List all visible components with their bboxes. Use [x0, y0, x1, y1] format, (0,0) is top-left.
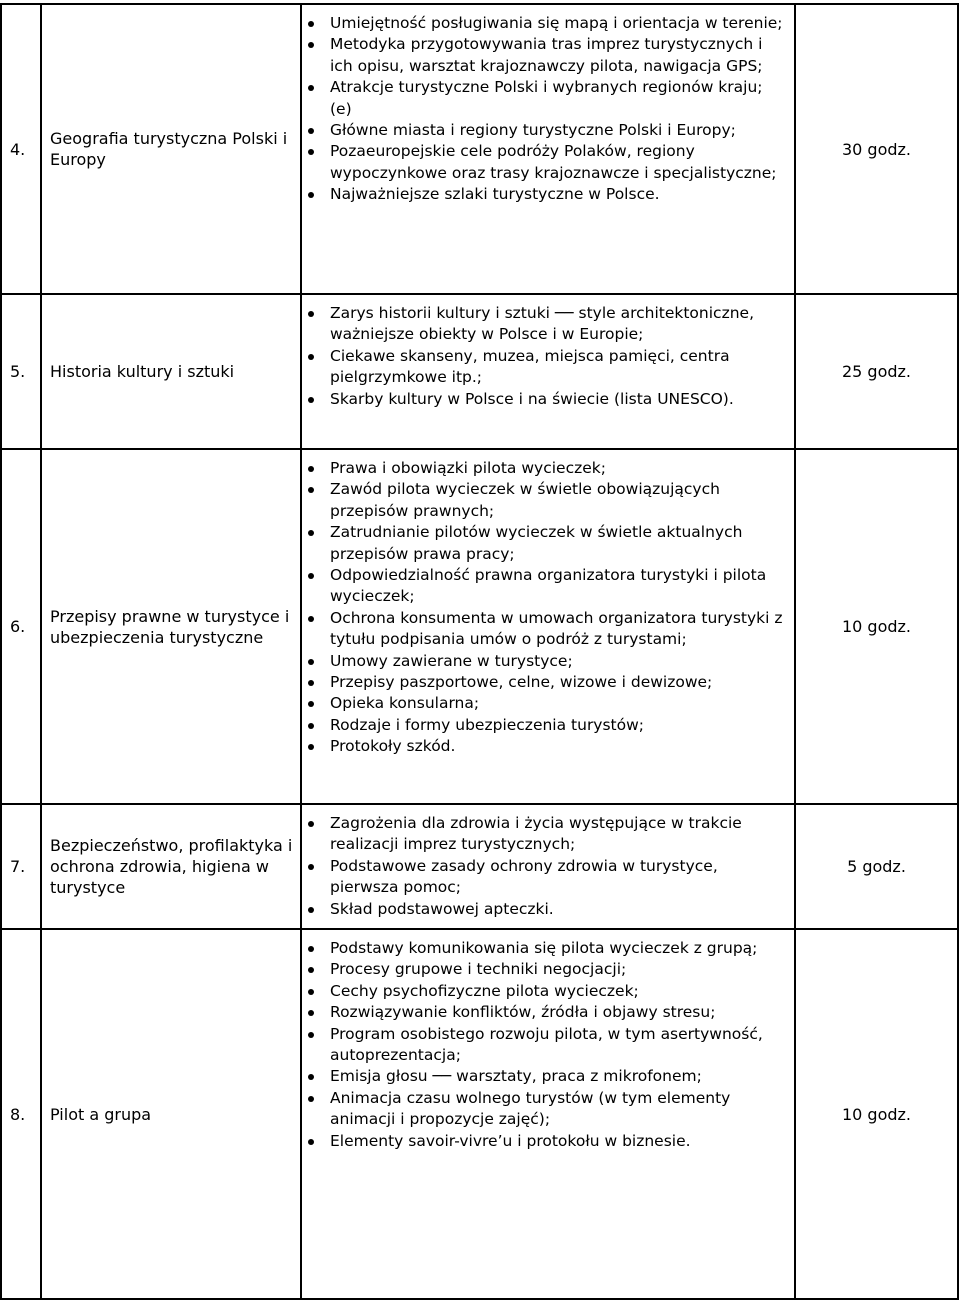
list-item: Główne miasta i regiony turystyczne Polski i Europy;	[330, 120, 788, 141]
topics-cell	[301, 4, 795, 294]
list-item: Elementy savoir-vivre’u i protokołu w biznesie.	[330, 1131, 788, 1152]
subject-title: Przepisy prawne w turystyce i ubezpieczenia turystyczne	[41, 449, 301, 804]
topic-list	[302, 805, 794, 926]
topic-list	[302, 295, 794, 416]
list-item: Najważniejsze szlaki turystyczne w Polsce.	[330, 184, 788, 205]
list-item: Rozwiązywanie konfliktów, źródła i objawy stresu;	[330, 1002, 788, 1023]
table-row	[1, 929, 958, 1299]
list-item: Prawa i obowiązki pilota wycieczek;	[330, 458, 788, 479]
hours-value: 10 godz.	[795, 449, 958, 804]
subject-title: Pilot a grupa	[41, 929, 301, 1299]
list-item: Metodyka przygotowywania tras imprez turystycznych i ich opisu, warsztat krajoznawczy pilota, nawigacja GPS;	[330, 34, 788, 77]
topics-cell	[301, 449, 795, 804]
topic-list	[302, 450, 794, 764]
row-number: 8.	[1, 929, 41, 1299]
list-item: Emisja głosu ── warsztaty, praca z mikrofonem;	[330, 1066, 788, 1087]
row-number: 7.	[1, 804, 41, 929]
list-item: Animacja czasu wolnego turystów (w tym elementy animacji i propozycje zajęć);	[330, 1088, 788, 1131]
list-item: Program osobistego rozwoju pilota, w tym asertywność, autoprezentacja;	[330, 1024, 788, 1067]
topics-cell	[301, 294, 795, 449]
row-number: 5.	[1, 294, 41, 449]
list-item: Protokoły szkód.	[330, 736, 788, 757]
hours-value: 5 godz.	[795, 804, 958, 929]
topics-cell	[301, 929, 795, 1299]
list-item: Odpowiedzialność prawna organizatora turystyki i pilota wycieczek;	[330, 565, 788, 608]
list-item: Atrakcje turystyczne Polski i wybranych regionów kraju; (e)	[330, 77, 788, 120]
list-item: Przepisy paszportowe, celne, wizowe i dewizowe;	[330, 672, 788, 693]
list-item: Pozaeuropejskie cele podróży Polaków, regiony wypoczynkowe oraz trasy krajoznawcze i specjalistyczne;	[330, 141, 788, 184]
list-item: Rodzaje i formy ubezpieczenia turystów;	[330, 715, 788, 736]
list-item: Podstawy komunikowania się pilota wycieczek z grupą;	[330, 938, 788, 959]
list-item: Zarys historii kultury i sztuki ── style architektoniczne, ważniejsze obiekty w Polsce i w Europie;	[330, 303, 788, 346]
row-number: 4.	[1, 4, 41, 294]
table-row	[1, 4, 958, 294]
topics-cell	[301, 804, 795, 929]
list-item: Umiejętność posługiwania się mapą i orientacja w terenie;	[330, 13, 788, 34]
list-item: Skład podstawowej apteczki.	[330, 899, 788, 920]
curriculum-table	[0, 3, 959, 1300]
subject-title: Historia kultury i sztuki	[41, 294, 301, 449]
topic-list	[302, 930, 794, 1158]
table-row	[1, 294, 958, 449]
hours-value: 25 godz.	[795, 294, 958, 449]
table-row	[1, 804, 958, 929]
list-item: Cechy psychofizyczne pilota wycieczek;	[330, 981, 788, 1002]
table-row	[1, 449, 958, 804]
list-item: Zatrudnianie pilotów wycieczek w świetle aktualnych przepisów prawa pracy;	[330, 522, 788, 565]
list-item: Ochrona konsumenta w umowach organizatora turystyki z tytułu podpisania umów o podróż z turystami;	[330, 608, 788, 651]
table-body	[1, 4, 958, 1299]
topic-list	[302, 5, 794, 212]
list-item: Zagrożenia dla zdrowia i życia występujące w trakcie realizacji imprez turystycznych;	[330, 813, 788, 856]
row-number: 6.	[1, 449, 41, 804]
hours-value: 10 godz.	[795, 929, 958, 1299]
subject-title: Geografia turystyczna Polski i Europy	[41, 4, 301, 294]
hours-value: 30 godz.	[795, 4, 958, 294]
list-item: Zawód pilota wycieczek w świetle obowiązujących przepisów prawnych;	[330, 479, 788, 522]
list-item: Skarby kultury w Polsce i na świecie (lista UNESCO).	[330, 389, 788, 410]
list-item: Umowy zawierane w turystyce;	[330, 651, 788, 672]
list-item: Ciekawe skanseny, muzea, miejsca pamięci, centra pielgrzymkowe itp.;	[330, 346, 788, 389]
list-item: Opieka konsularna;	[330, 693, 788, 714]
subject-title: Bezpieczeństwo, profilaktyka i ochrona zdrowia, higiena w turystyce	[41, 804, 301, 929]
list-item: Procesy grupowe i techniki negocjacji;	[330, 959, 788, 980]
list-item: Podstawowe zasady ochrony zdrowia w turystyce, pierwsza pomoc;	[330, 856, 788, 899]
